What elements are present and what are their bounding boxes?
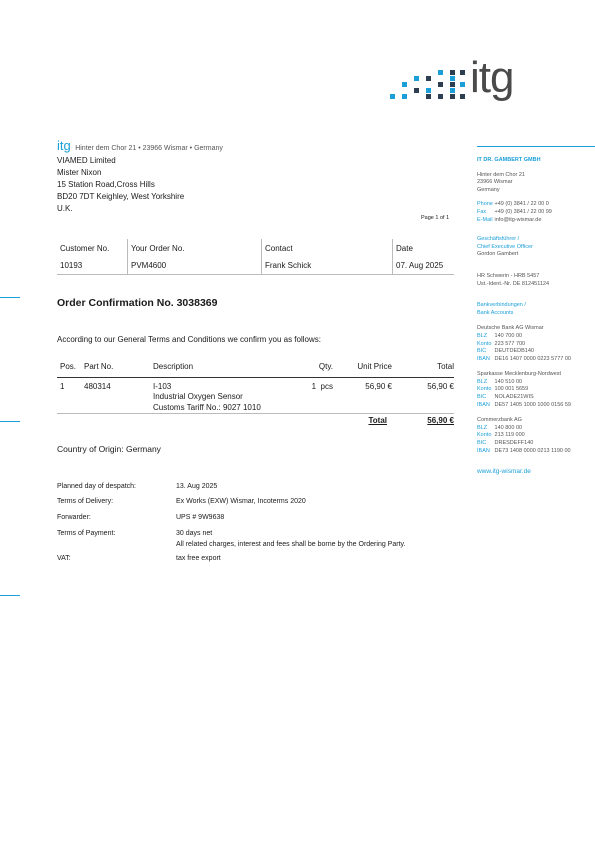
website-link[interactable]: www.itg-wismar.de [477, 468, 531, 476]
term-value: tax free export [176, 555, 221, 562]
bank-row: BIC DEUTDEDB140 [477, 348, 534, 355]
intro-text: According to our General Terms and Conditions we confirm you as follows: [57, 335, 321, 344]
bank-row: Konto 213 119 000 [477, 432, 525, 439]
bank-row: BLZ 140 700 00 [477, 332, 523, 339]
sidebar-bank-title: Bankverbindungen / [477, 302, 526, 309]
total-label: Total [368, 416, 387, 425]
contact-value: Frank Schick [262, 257, 393, 274]
item-total: 56,90 € [427, 381, 454, 391]
recipient-line: U.K. [57, 204, 73, 213]
table-row [57, 377, 454, 414]
sidebar-divider [477, 146, 595, 147]
recipient-line: BD20 7DT Keighley, West Yorkshire [57, 192, 185, 201]
recipient-line: 15 Station Road,Cross Hills [57, 180, 155, 189]
bank-row: Konto 223 577 700 [477, 340, 526, 347]
bank-row: IBAN DE73 1408 0000 0213 1190 00 [477, 447, 571, 454]
term-label: Terms of Payment: [57, 530, 116, 537]
order-no-value: PVM4600 [128, 257, 262, 274]
sender-line [57, 137, 223, 155]
bank-row: IBAN DE16 1407 0000 0223 5777 00 [477, 355, 571, 362]
col-description: Description [153, 362, 303, 377]
punch-mark [0, 421, 20, 422]
sidebar-bank-title: Bank Accounts [477, 309, 514, 316]
bank-row: BLZ 140 510 00 [477, 378, 523, 385]
item-desc-line: I-103 [153, 381, 172, 391]
sidebar-bank [477, 371, 595, 409]
itg-logo-dots-icon [388, 68, 468, 100]
small-itg-logo: itg [57, 138, 71, 153]
sidebar-vat-id: Ust.-Ident.-Nr. DE 812451124 [477, 280, 550, 287]
item-part-no: 480314 [84, 381, 111, 391]
sidebar-address-line: Hinter dem Chor 21 [477, 171, 525, 178]
sidebar-email: E-Mail info@itg-wismar.de [477, 216, 542, 223]
term-label: Terms of Delivery: [57, 498, 114, 505]
bank-row: IBAN DE57 1405 1000 1000 0156 59 [477, 401, 571, 408]
sidebar-address-line: Germany [477, 186, 500, 193]
recipient-address [57, 155, 184, 215]
sidebar-management-name: Gordon Gambert [477, 251, 519, 258]
col-part-no: Part No. [84, 362, 153, 377]
term-value: Ex Works (EXW) Wismar, Incoterms 2020 [176, 498, 306, 505]
bank-row: BIC DRESDEFF140 [477, 440, 534, 447]
grand-total: 56,90 € [392, 414, 454, 429]
col-unit-price: Unit Price [337, 362, 392, 377]
recipient-line: VIAMED Limited [57, 156, 116, 165]
sidebar-registry: HR Schwerin - HRB 5457 [477, 272, 540, 279]
sidebar-management-title: Chief Executive Officer [477, 243, 533, 250]
sidebar-company: IT DR. GAMBERT GMBH [477, 157, 541, 163]
term-label: Forwarder: [57, 514, 91, 521]
sidebar-bank [477, 325, 595, 363]
term-value: All related charges, interest and fees shall be borne by the Ordering Party. [176, 541, 406, 548]
fold-mark-bottom [0, 595, 20, 596]
term-row [57, 496, 457, 512]
header-contact: Contact [262, 239, 393, 257]
sender-address: Hinter dem Chor 21 • 23966 Wismar • Germany [75, 145, 223, 152]
date-value: 07. Aug 2025 [393, 257, 455, 274]
term-row [57, 528, 457, 553]
customer-no-value: 10193 [57, 257, 128, 274]
bank-name: Deutsche Bank AG Wismar [477, 325, 544, 332]
header-order-no: Your Order No. [128, 239, 262, 257]
fold-mark-top [0, 297, 20, 298]
bank-row: Konto 100 001 5659 [477, 386, 529, 393]
item-qty-value: 1 [311, 381, 317, 391]
sidebar-phone: Phone +49 (0) 3841 / 22 00 0 [477, 201, 549, 208]
col-total: Total [392, 362, 454, 377]
term-label: VAT: [57, 555, 71, 562]
item-unit-price: 56,90 € [365, 381, 392, 391]
col-pos: Pos. [57, 362, 84, 377]
term-value: UPS # 9W9638 [176, 514, 225, 521]
header-date: Date [396, 243, 413, 253]
bank-row: BIC NOLADE21WIS [477, 394, 534, 401]
term-row [57, 512, 457, 528]
itg-logo-text: itg [470, 53, 514, 102]
col-qty: Qty. [303, 362, 337, 377]
sidebar [477, 157, 595, 476]
term-row [57, 481, 457, 496]
document-title: Order Confirmation No. 3038369 [57, 297, 218, 309]
term-value: 13. Aug 2025 [176, 483, 218, 490]
item-desc-line: Industrial Oxygen Sensor [153, 392, 243, 401]
bank-row: BLZ 140 800 00 [477, 424, 523, 431]
item-desc-line: Customs Tariff No.: 9027 1010 [153, 402, 261, 412]
bank-name: Sparkasse Mecklenburg-Nordwest [477, 371, 562, 378]
sidebar-bank [477, 417, 595, 455]
item-description [153, 377, 303, 414]
term-value: 30 days net [176, 530, 213, 537]
sidebar-fax: Fax +49 (0) 3841 / 22 00 99 [477, 208, 552, 215]
country-of-origin: Country of Origin: Germany [57, 444, 161, 454]
term-label: Planned day of despatch: [57, 483, 137, 490]
order-header-table [57, 239, 454, 275]
recipient-line: Mister Nixon [57, 168, 102, 177]
page-number: Page 1 of 1 [421, 215, 450, 221]
item-qty-unit: pcs [320, 381, 333, 391]
terms-block [57, 481, 457, 564]
header-customer-no: Customer No. [57, 239, 128, 257]
item-pos: 1 [60, 381, 65, 391]
item-qty [303, 377, 337, 414]
sidebar-address-line: 23966 Wismar [477, 179, 513, 186]
sidebar-management-title: Geschäftsführer / [477, 236, 520, 243]
bank-name: Commerzbank AG [477, 417, 522, 424]
items-table [57, 362, 454, 429]
term-row [57, 553, 457, 564]
